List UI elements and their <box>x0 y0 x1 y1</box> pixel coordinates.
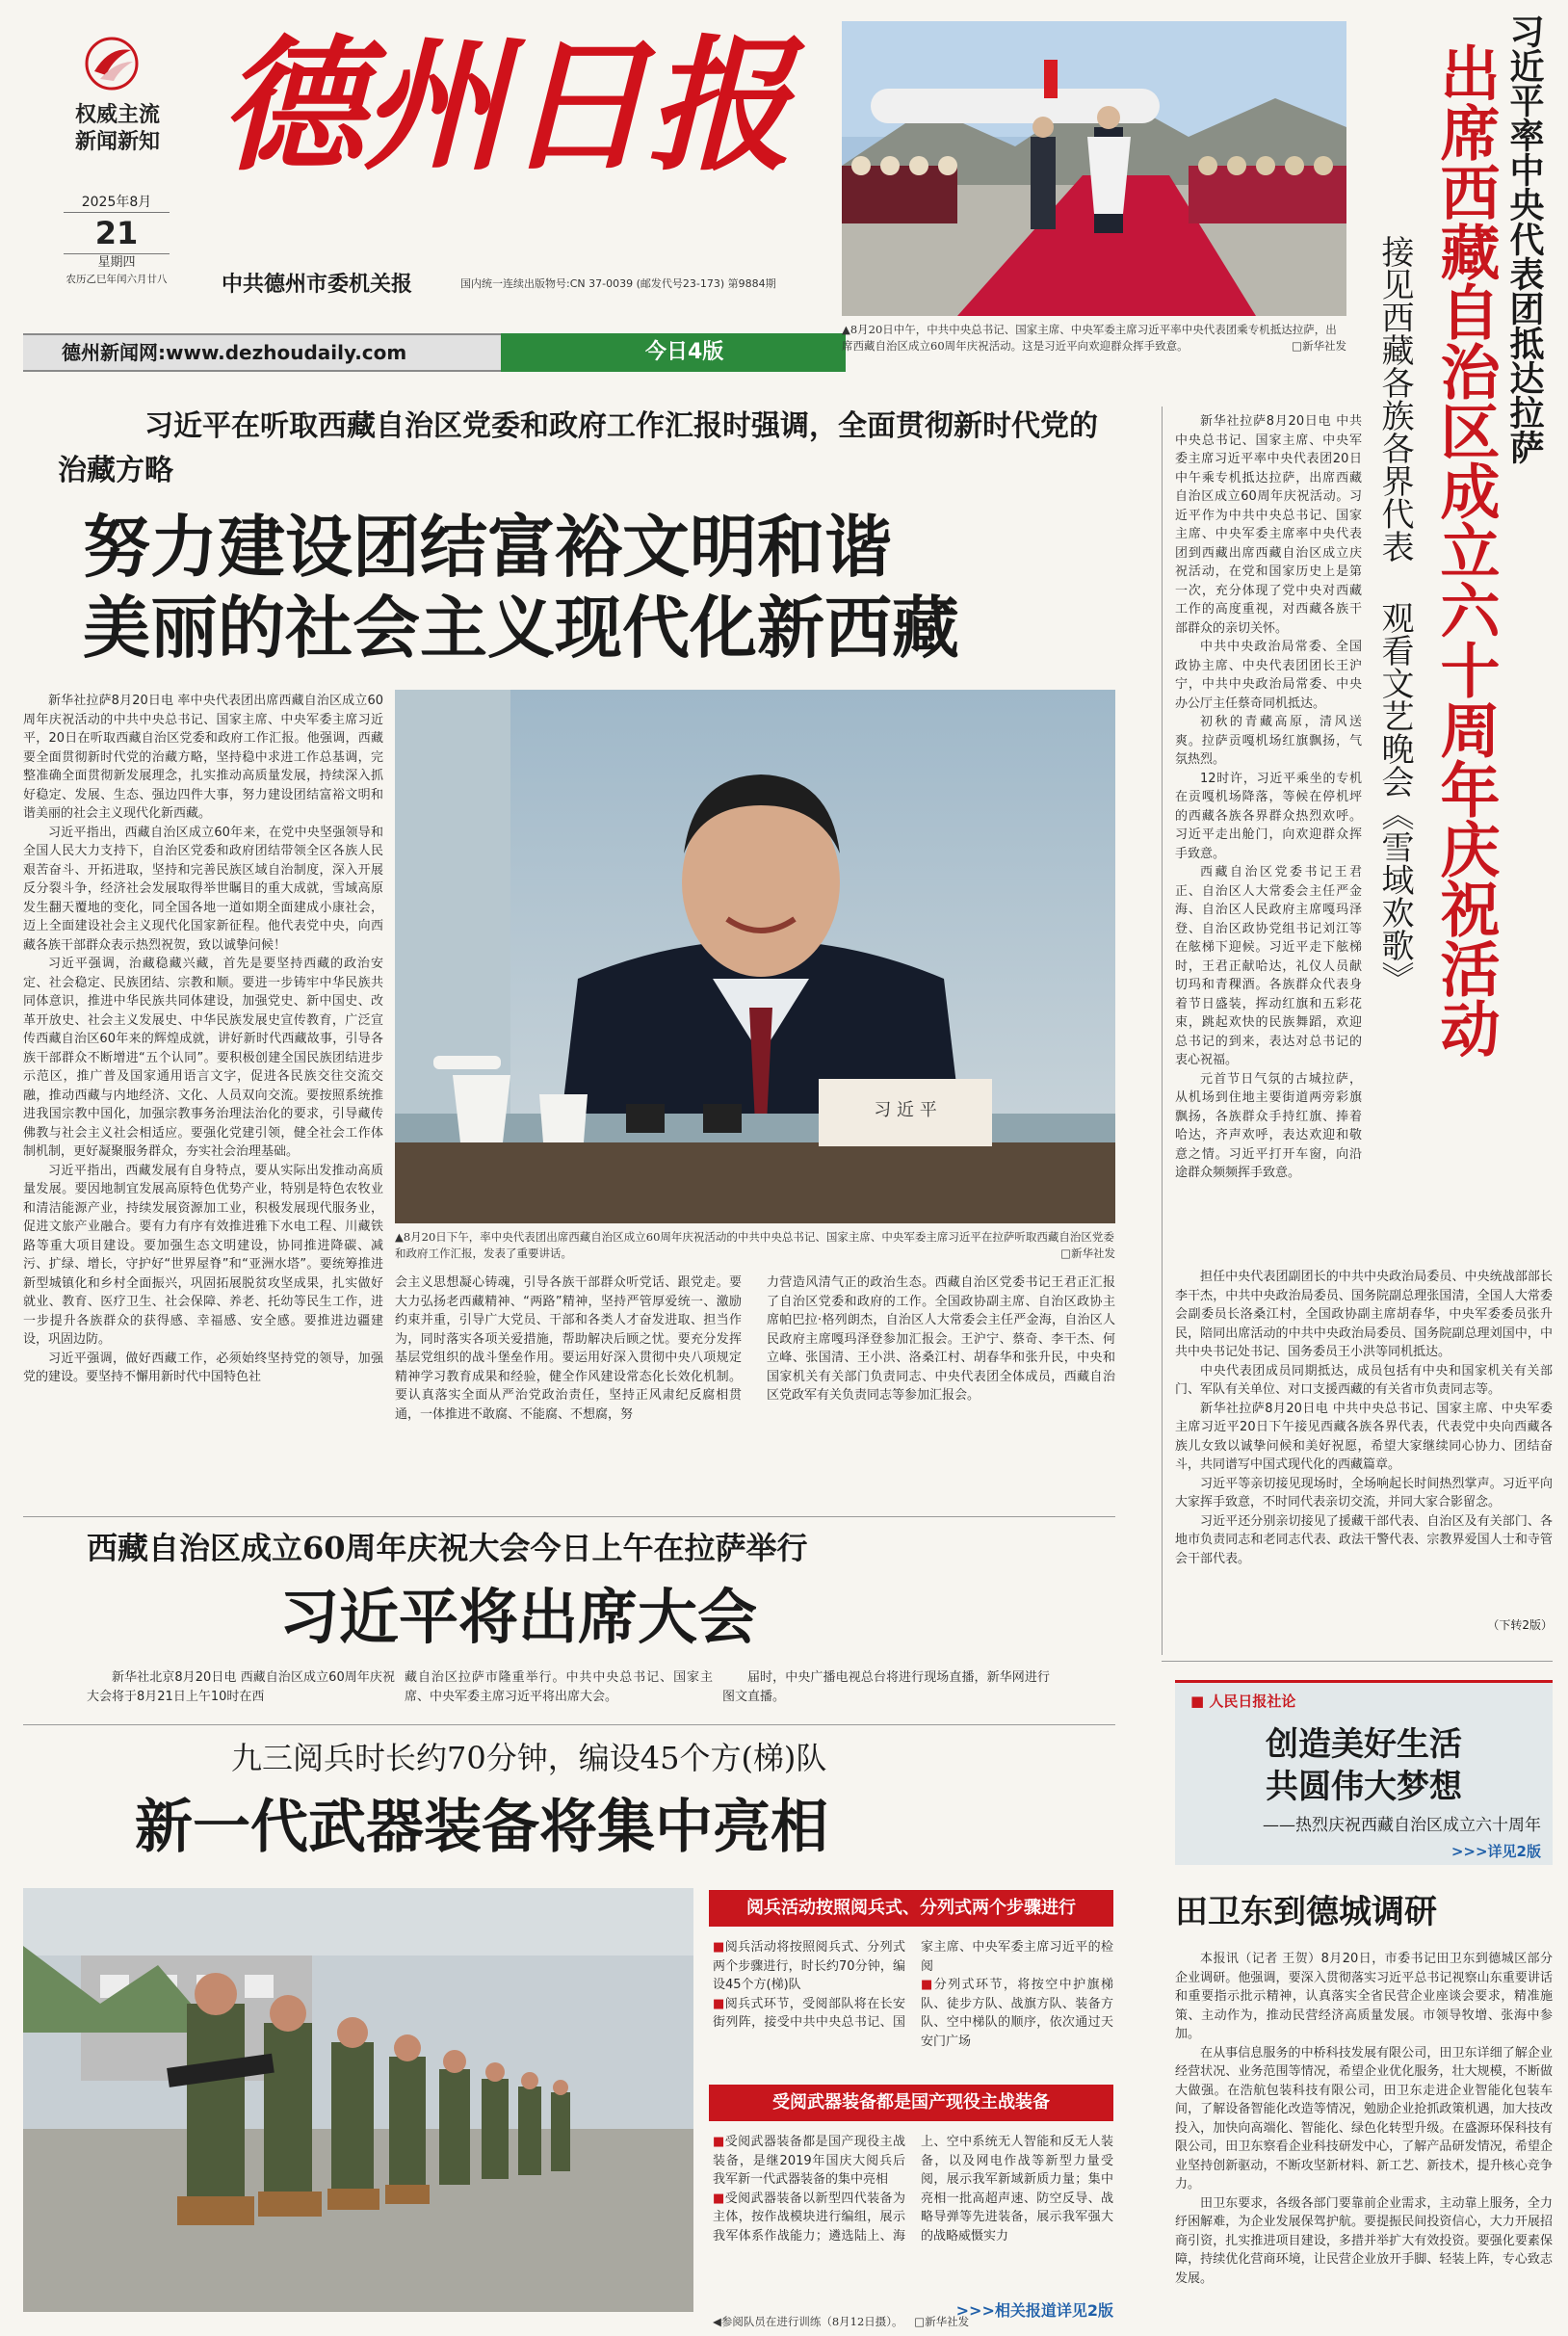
lead-headline-line-2: 美丽的社会主义现代化新西藏 <box>83 588 959 668</box>
local-headline: 田卫东到德城调研 <box>1175 1893 1437 1931</box>
right-body-paragraph: 元首节日气氛的古城拉萨，从机场到住地主要街道两旁彩旗飘扬，各族群众手持红旗、捧着哈达，齐声欢呼，表达欢迎和敬意之情。习近平打开车窗，向沿途群众频频挥手致意。 <box>1175 1071 1362 1180</box>
story2-paragraph: 届时，中央广播电视总台将进行现场直播，新华网进行图文直播。 <box>722 1670 1050 1704</box>
right-body-paragraph: 初秋的青藏高原，清风送爽。拉萨贡嘎机场红旗飘扬，气氛热烈。 <box>1175 715 1362 767</box>
paper-name: 德州日报 <box>220 21 791 191</box>
lead-col-3 <box>767 1273 1115 1509</box>
right-column-body <box>1175 412 1362 1260</box>
right-body-paragraph: 习近平还分别亲切接见了援藏干部代表、自治区及有关部门、各地市负责同志和老同志代表、政法干警代表、宗教界爱国人士和寺管会干部代表。 <box>1175 1513 1553 1566</box>
right-continued: （下转2版） <box>1487 1618 1553 1632</box>
lead-paragraph: 习近平强调，做好西藏工作，必须始终坚持党的领导，加强党的建设。要坚持不懈用新时代中国特色社 <box>23 1351 383 1384</box>
box2-items <box>713 2133 1113 2300</box>
nameplate: 习 近 平 <box>874 1100 937 1120</box>
lead-col-2 <box>395 1273 742 1509</box>
story2-kicker: 西藏自治区成立60周年庆祝大会今日上午在拉萨举行 <box>87 1530 808 1566</box>
story2-col-2 <box>405 1668 713 1709</box>
related-reports-link[interactable]: >>>相关报道详见2版 <box>955 2301 1113 2320</box>
editorial-box <box>1175 1680 1553 1865</box>
story2-col-3 <box>722 1668 1050 1709</box>
lead-paragraph: 习近平指出，西藏发展有自身特点，要从实际出发推动高质量发展。要因地制宜发展高原特色优势产业，特别是特色农牧业和清洁能源产业，持续发展资源加工业，积极发展现代服务业，促进文旅产业融合。要有力有序有效推进雅下水电工程、川藏铁路等重大项目建设。要加强生态文明建设，协同推进降碳、减污、扩绿、增长，守护好“世界屋脊”和“亚洲水塔”。要统筹推进新型城镇化和乡村全面振兴，巩固拓展脱贫攻坚成果，扎实做好就业、教育、医疗卫生、社会保障、养老、托幼等民生工作，进一步提升各族群众的获得感、幸福感、安全感。要推进边疆建设，巩固边防。 <box>23 1163 383 1347</box>
box1-item: ■分列式环节，将按空中护旗梯队、徒步方队、战旗方队、装备方队、空中梯队的顺序，依次通过天安门广场 <box>921 1978 1113 2049</box>
box1-title <box>709 1890 1113 1927</box>
weekday: 星期四 <box>64 253 170 272</box>
top-photo-credit: □新华社发 <box>1292 339 1346 353</box>
website-link[interactable]: 德州新闻网:www.dezhoudaily.com <box>62 341 407 364</box>
lunar-date: 农历乙巳年闰六月廿八 <box>65 274 168 285</box>
right-body-paragraph: 担任中央代表团副团长的中共中央政治局委员、中央统战部部长李干杰，中共中央政治局委员、国务院副总理张国清，全国人大常委会副委员长洛桑江村，全国政协副主席胡春华，中央军委委员张升民，陪同出席活动的中共中央政治局委员、国务院副总理刘国中，中共中央书记处书记、国务委员王小洪等同机抵达。 <box>1175 1270 1553 1359</box>
right-body-paragraph: 新华社拉萨8月20日电 中共中央总书记、国家主席、中央军委主席习近平20日下午接见西藏各族各界代表，代表党中央向西藏各族儿女致以诚挚问候和美好祝愿，希望大家继续同心协力、团结奋斗，共同谱写中国式现代化的西藏篇章。 <box>1175 1401 1553 1472</box>
issue-info: 国内统一连续出版物号:CN 37-0039 (邮发代号23-173) 第9884期 <box>460 277 776 290</box>
slogan-line-1: 权威主流 <box>74 103 160 127</box>
story3-headline: 新一代武器装备将集中亮相 <box>135 1794 828 1861</box>
box2-item: ■受阅武器装备以新型四代装备为主体，按作战模块进行编组，展示我军体系作战能力；遴选陆上、海上、空中系统无人智能和反无人装备，以及网电作战等新型力量受阅，展示我军新域新质力量；集中亮相一批高超声速、防空反导、战略导弹等先进装备，展示我军强大的战略威慑实力 <box>713 2135 1113 2244</box>
bullet-icon: ■ <box>713 1940 725 1955</box>
today-pages-badge <box>501 333 846 372</box>
lead-col-1 <box>23 692 383 1509</box>
story2-paragraph: 新华社北京8月20日电 西藏自治区成立60周年庆祝大会将于8月21日上午10时在西 <box>87 1670 395 1704</box>
right-subhead: 接见西藏各族各界代表 观看文艺晚会《雪域欢歌》 <box>1375 235 1414 994</box>
editorial-subtitle: ——热烈庆祝西藏自治区成立六十周年 <box>1263 1816 1541 1835</box>
airport-welcome-photo <box>842 21 1346 316</box>
local-paragraph: 田卫东要求，各级各部门要靠前企业需求，主动靠上服务，全力纾困解难，为企业发展保驾护航。要提振民间投资信心，大力开展招商引资，扎实推进项目建设，多措并举扩大有效投资。要强化要素保障，持续优化营商环境，让民营企业放开手脚、轻装上阵，专心致志发展。 <box>1175 2195 1553 2286</box>
parade-training-photo <box>23 1888 693 2312</box>
parade-photo-credit: □新华社发 <box>914 2315 970 2328</box>
bullet-icon: ■ <box>713 1996 725 2011</box>
box1-item: ■阅兵式环节，受阅部队将在长安街列阵，接受中共中央总书记、国家主席、中央军委主席习近平的检阅 <box>713 1940 1113 2030</box>
lead-paragraph: 习近平指出，西藏自治区成立60年来，在党中央坚强领导和全国人民大力支持下，自治区党委和政府团结带领全区各族人民艰苦奋斗、开拓进取，坚持和完善民族区域自治制度，深入开展反分裂斗争，经济社会发展取得举世瞩目的重大成就，雪域高原发生翻天覆地的变化，同全国各地一道如期全面建成小康社会，迈上全面建设社会主义现代化国家新征程。他代表党中央，向西藏各族干部群众表示热烈祝贺，致以诚挚问候！ <box>23 825 383 953</box>
lead-headline-line-1: 努力建设团结富裕文明和谐 <box>83 507 892 587</box>
slogan-line-2: 新闻新知 <box>74 130 160 154</box>
box1-title-text: 阅兵活动按照阅兵式、分列式两个步骤进行 <box>746 1898 1076 1918</box>
lead-paragraph: 力营造风清气正的政治生态。西藏自治区党委书记王君正汇报了自治区党委和政府的工作。全国政协副主席、自治区政协主席帕巴拉·格列朗杰，自治区人大常委会主任严金海，自治区人民政府主席嘎玛泽登参加汇报会。王沪宁、蔡奇、李干杰、何立峰、张国清、王小洪、洛桑江村、胡春华和张升民，中央和国家机关有关部门负责同志、中央代表团全体成员，西藏自治区党政军有关负责同志等参加汇报会。 <box>767 1275 1115 1403</box>
right-body-paragraph: 新华社拉萨8月20日电 中共中央总书记、国家主席、中央军委主席习近平率中央代表团20日中午乘专机抵达拉萨，出席西藏自治区成立60周年庆祝活动。习近平作为中共中央总书记、国家主席、中央军委主席率中央代表团到西藏出席西藏自治区成立庆祝活动，在党和国家历史上是第一次，充分体现了党中央对西藏工作的高度重视，对西藏各族干部群众的亲切关怀。 <box>1175 414 1362 636</box>
editorial-label: 人民日报社论 <box>1209 1693 1296 1710</box>
local-body <box>1175 1950 1553 2320</box>
today-pages-label: 今日4版 <box>645 340 724 364</box>
right-body-paragraph: 西藏自治区党委书记王君正、自治区人大常委会主任严金海、自治区人民政府主席嘎玛泽登、自治区政协党组书记刘江等在舷梯下迎候。习近平走下舷梯时，王君正献哈达，礼仪人员献切玛和青稞酒。各族群众代表身着节日盛装，挥动红旗和五彩花束，跳起欢快的民族舞蹈，欢迎总书记的到来，表达对总书记的衷心祝福。 <box>1175 865 1362 1067</box>
bullet-icon: ■ <box>921 1978 934 1992</box>
right-kicker: 习近平率中央代表团抵达拉萨 <box>1504 13 1545 464</box>
website-bar <box>23 333 501 372</box>
story2-paragraph: 藏自治区拉萨市隆重举行。中共中央总书记、国家主席、中央军委主席习近平将出席大会。 <box>405 1670 713 1704</box>
local-paragraph: 在从事信息服务的中桥科技发展有限公司，田卫东详细了解企业经营状况、业务范围等情况，希望企业优化服务，壮大规模，不断做大做强。在浩航包装科技有限公司，田卫东走进企业智能化包装车间，了解设备智能化改造等情况，勉励企业抢抓政策机遇，加大技改投入，加快向高端化、智能化、绿色化转型升级。在盛源环保科技有限公司，田卫东察看企业科技研发中心，了解产品研发情况，希望企业坚持创新驱动，不断攻坚新材料、新工艺、新技术，提升核心竞争力。 <box>1175 2045 1553 2192</box>
lead-paragraph: 新华社拉萨8月20日电 率中央代表团出席西藏自治区成立60周年庆祝活动的中共中央总书记、国家主席、中央军委主席习近平，20日在听取西藏自治区党委和政府工作汇报。他强调，西藏要全面贯彻新时代党的治藏方略，坚持稳中求进工作总基调，完整准确全面贯彻新发展理念，扎实推动高质量发展，持续深入抓好稳定、发展、生态、强边四件大事，努力建设团结富裕文明和谐美丽的社会主义现代化新西藏。 <box>23 694 383 821</box>
story2-col-1 <box>87 1668 395 1709</box>
lead-paragraph: 习近平强调，治藏稳藏兴藏，首先是要坚持西藏的政治安定、社会稳定、民族团结、宗教和顺。要进一步铸牢中华民族共同体意识，推进中华民族共同体建设，加强党史、新中国史、改革开放史、社会主义发展史、中华民族发展史宣传教育，广泛宣传西藏自治区60年来的辉煌成就，讲好新时代西藏故事，引导各族干部群众不断增进“五个认同”。要积极创建全国民族团结进步示范区，推广普及国家通用语言文字，促进各民族交往交流交融，推动西藏与内地经济、文化、人员双向交流。要按照系统推进我国宗教中国化，加强宗教事务治理法治化的要求，引导藏传佛教与社会主义社会相适应。要强化党建引领，健全社会工作体制机制，更好凝聚服务群众，夯实社会治理基础。 <box>23 957 383 1159</box>
briefing-photo-caption: ▲8月20日下午，率中央代表团出席西藏自治区成立60周年庆祝活动的中共中央总书记、国家主席、中央军委主席习近平在拉萨听取西藏自治区党委和政府工作汇报，发表了重要讲话。 <box>395 1230 1114 1260</box>
briefing-photo <box>395 690 1115 1223</box>
right-body-paragraph: 中央代表团成员同期抵达，成员包括有中央和国家机关有关部门、军队有关单位、对口支援西藏的有关省市负责同志等。 <box>1175 1363 1553 1397</box>
lead-paragraph: 会主义思想凝心铸魂，引导各族干部群众听党话、跟党走。要大力弘扬老西藏精神、“两路”精神，坚持严管厚爱统一、激励约束并重，引导广大党员、干部和各类人才奋发进取、担当作为，同时落实各项关爱措施，帮助解决后顾之忧。要充分发挥基层党组织的战斗堡垒作用。要运用好深入贯彻中央八项规定精神学习教育成果和经验，健全作风建设常态化长效化机制。要认真落实全面从严治党政治责任，坚持正风肃纪反腐相贯通，一体推进不敢腐、不能腐、不想腐，努 <box>395 1275 742 1422</box>
right-column-body-wide <box>1175 1268 1553 1616</box>
date-day: 21 <box>94 215 139 251</box>
parade-photo-caption: ◀参阅队员在进行训练（8月12日摄）。 <box>713 2315 903 2328</box>
box2-item: ■受阅武器装备都是国产现役主战装备，是继2019年国庆大阅兵后我军新一代武器装备的集中亮相 <box>713 2135 905 2187</box>
paper-logo-icon <box>85 37 139 91</box>
editorial-marker-icon: ■ <box>1190 1693 1205 1710</box>
editorial-more-link[interactable]: >>>详见2版 <box>1450 1843 1541 1860</box>
story3-kicker: 九三阅兵时长约70分钟，编设45个方(梯)队 <box>231 1740 827 1776</box>
editorial-title-line-1: 创造美好生活 <box>1266 1725 1462 1764</box>
briefing-photo-credit: □新华社发 <box>1060 1247 1115 1260</box>
right-body-paragraph: 习近平等亲切接见现场时，全场响起长时间热烈掌声。习近平向大家挥手致意，不时同代表亲切交流，并同大家合影留念。 <box>1175 1476 1553 1509</box>
right-body-paragraph: 中共中央政治局常委、全国政协主席、中央代表团团长王沪宁，中共中央政治局常委、中央办公厅主任蔡奇同机抵达。 <box>1175 640 1362 711</box>
box2-title-text: 受阅武器装备都是国产现役主战装备 <box>772 2092 1050 2113</box>
lead-kicker: 习近平在听取西藏自治区党委和政府工作汇报时强调，全面贯彻新时代党的治藏方略 <box>58 409 1098 487</box>
box1-items <box>713 1938 1113 2073</box>
box1-item: ■阅兵活动将按照阅兵式、分列式两个步骤进行，时长约70分钟，编设45个方(梯)队 <box>713 1940 905 1992</box>
date-year-month: 2025年8月 <box>64 193 170 213</box>
bullet-icon: ■ <box>713 2191 725 2206</box>
bullet-icon: ■ <box>713 2135 725 2149</box>
local-paragraph: 本报讯（记者 王贺）8月20日，市委书记田卫东到德城区部分企业调研。他强调，要深入贯彻落实习近平总书记视察山东重要讲话和重要指示批示精神，认真落实全省民营企业座谈会要求，精准施策、主动作为，推动民营经济高质量发展。市领导牧增、张海中参加。 <box>1175 1952 1553 2041</box>
box2-title <box>709 2085 1113 2121</box>
top-photo-caption: ▲8月20日中午，中共中央总书记、国家主席、中央军委主席习近平率中央代表团乘专机抵达拉萨，出席西藏自治区成立60周年庆祝活动。这是习近平向欢迎群众挥手致意。 <box>842 323 1337 353</box>
paper-organ: 中共德州市委机关报 <box>222 272 413 297</box>
story2-headline: 习近平将出席大会 <box>279 1582 758 1652</box>
right-body-paragraph: 12时许，习近平乘坐的专机在贡嘎机场降落，等候在停机坪的西藏各族各界群众热烈欢呼。习近平走出舱门，向欢迎群众挥手致意。 <box>1175 771 1362 861</box>
right-headline: 出席西藏自治区成立六十周年庆祝活动 <box>1430 42 1501 1058</box>
editorial-title-line-2: 共圆伟大梦想 <box>1266 1768 1462 1806</box>
